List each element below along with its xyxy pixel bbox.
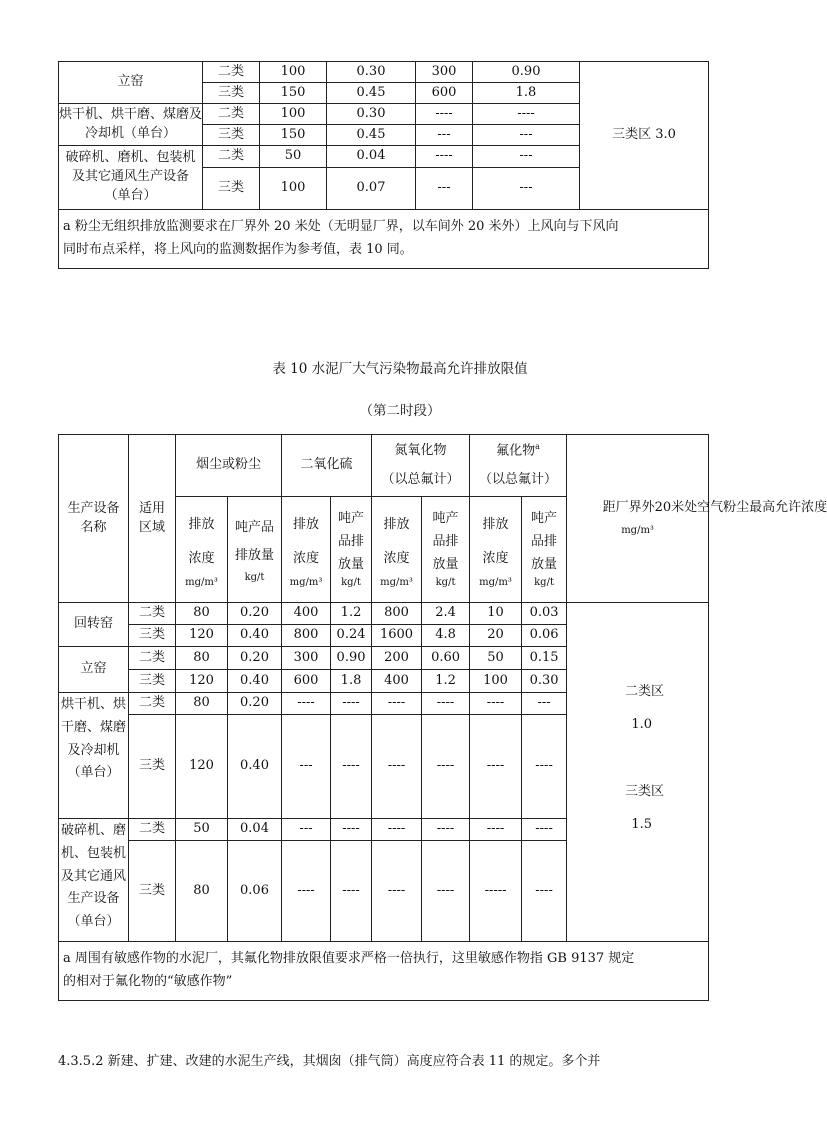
header-so2-rate: 吨产品排放量 kg/t [331,497,372,603]
table-row: 破碎机、磨机、包装机及其它通风生产设备（单台） 二类 50 0.04 --- ---- ---- ---- ---- ---- [59,819,709,841]
header-equipment: 生产设备名称 [59,435,129,603]
table-header-row [59,435,709,497]
table-note-row [59,942,709,1001]
header-boundary: 距厂界外20米处空气粉尘最高允许浓度 mg/m³ [567,435,709,603]
equipment-cell: 立窑 [59,647,129,693]
body-paragraph: 4.3.5.2 新建、扩建、改建的水泥生产线，其烟囱（排气筒）高度应符合表 11 的规定。多个并 [58,1054,601,1069]
header-region: 适用区域 [129,435,176,603]
table-row: 三类 150 0.45 --- --- [59,125,709,146]
header-nox-rate: 吨产品排放量 kg/t [422,497,470,603]
equipment-cell: 回转窑 [59,603,129,647]
boundary-limit-cell: 二类区 1.0 三类区 1.5 [567,603,709,942]
table-row: 烘干机、烘干磨、煤磨及冷却机（单台） 二类 80 0.20 ---- ---- ---- ---- ---- --- [59,693,709,715]
header-fluoride-rate: 吨产品排放量 kg/t [522,497,567,603]
header-fluoride-conc: 排放浓度 mg/m³ [470,497,522,603]
equipment-cell: 破碎机、磨机、包装机及其它通风生产设备（单台） [59,146,203,210]
table-row: 三类 80 0.06 ---- ---- ---- ---- ----- ---- [59,841,709,942]
table-row: 立窑 二类 80 0.20 300 0.90 200 0.60 50 0.15 [59,647,709,670]
table-note: a 粉尘无组织排放监测要求在厂界外 20 米处（无明显厂界，以车间外 20 米外）上风向与下风向 同时布点采样，将上风向的监测数据作为参考值，表 10 同。 [59,210,709,269]
table-subtitle: （第二时段） [359,403,441,419]
equipment-cell: 破碎机、磨机、包装机及其它通风生产设备（单台） [59,819,129,942]
header-nox: 氮氧化物 （以总氟计） [372,435,470,497]
table-row: 烘干机、烘干磨、煤磨及冷却机（单台） 二类 100 0.30 ---- ---- [59,104,709,125]
table-note-row [59,210,709,269]
header-dust-rate: 吨产品排放量 kg/t [228,497,282,603]
equipment-cell: 烘干机、烘干磨、煤磨及冷却机（单台） [59,693,129,819]
table-row: 三类 100 0.07 --- --- [59,168,709,210]
boundary-limit-cell: 三类区 3.0 [580,62,709,210]
equipment-cell: 立窑 [59,62,203,104]
table-row: 破碎机、磨机、包装机及其它通风生产设备（单台） 二类 50 0.04 ---- --- [59,146,709,168]
header-nox-conc: 排放浓度 mg/m³ [372,497,422,603]
table-row: 三类 120 0.40 800 0.24 1600 4.8 20 0.06 [59,625,709,647]
table-row: 三类 120 0.40 600 1.8 400 1.2 100 0.30 [59,670,709,693]
header-so2: 二氧化硫 [282,435,372,497]
table-row: 三类 150 0.45 600 1.8 [59,83,709,104]
header-dust: 烟尘或粉尘 [176,435,282,497]
table-title: 表 10 水泥厂大气污染物最高允许排放限值 [272,361,528,377]
header-fluoride: 氟化物$^a$ （以总氟计） [470,435,567,497]
table-9-continuation [58,61,676,261]
table-row: 三类 120 0.40 --- ---- ---- ---- ---- ---- [59,715,709,819]
equipment-cell: 烘干机、烘干磨、煤磨及冷却机（单台） [59,104,203,146]
table-row: 回转窑 二类 80 0.20 400 1.2 800 2.4 10 0.03 二类区 1.0 三类区 1.5 [59,603,709,625]
table-10 [58,434,827,989]
header-dust-conc: 排放浓度 mg/m³ [176,497,228,603]
header-so2-conc: 排放浓度 mg/m³ [282,497,331,603]
table-row: 立窑 二类 100 0.30 300 0.90 三类区 3.0 [59,62,709,83]
table-note: a 周围有敏感作物的水泥厂，其氟化物排放限值要求严格一倍执行，这里敏感作物指 GB 9137 规定 的相对于氟化物的“敏感作物” [59,942,709,1001]
